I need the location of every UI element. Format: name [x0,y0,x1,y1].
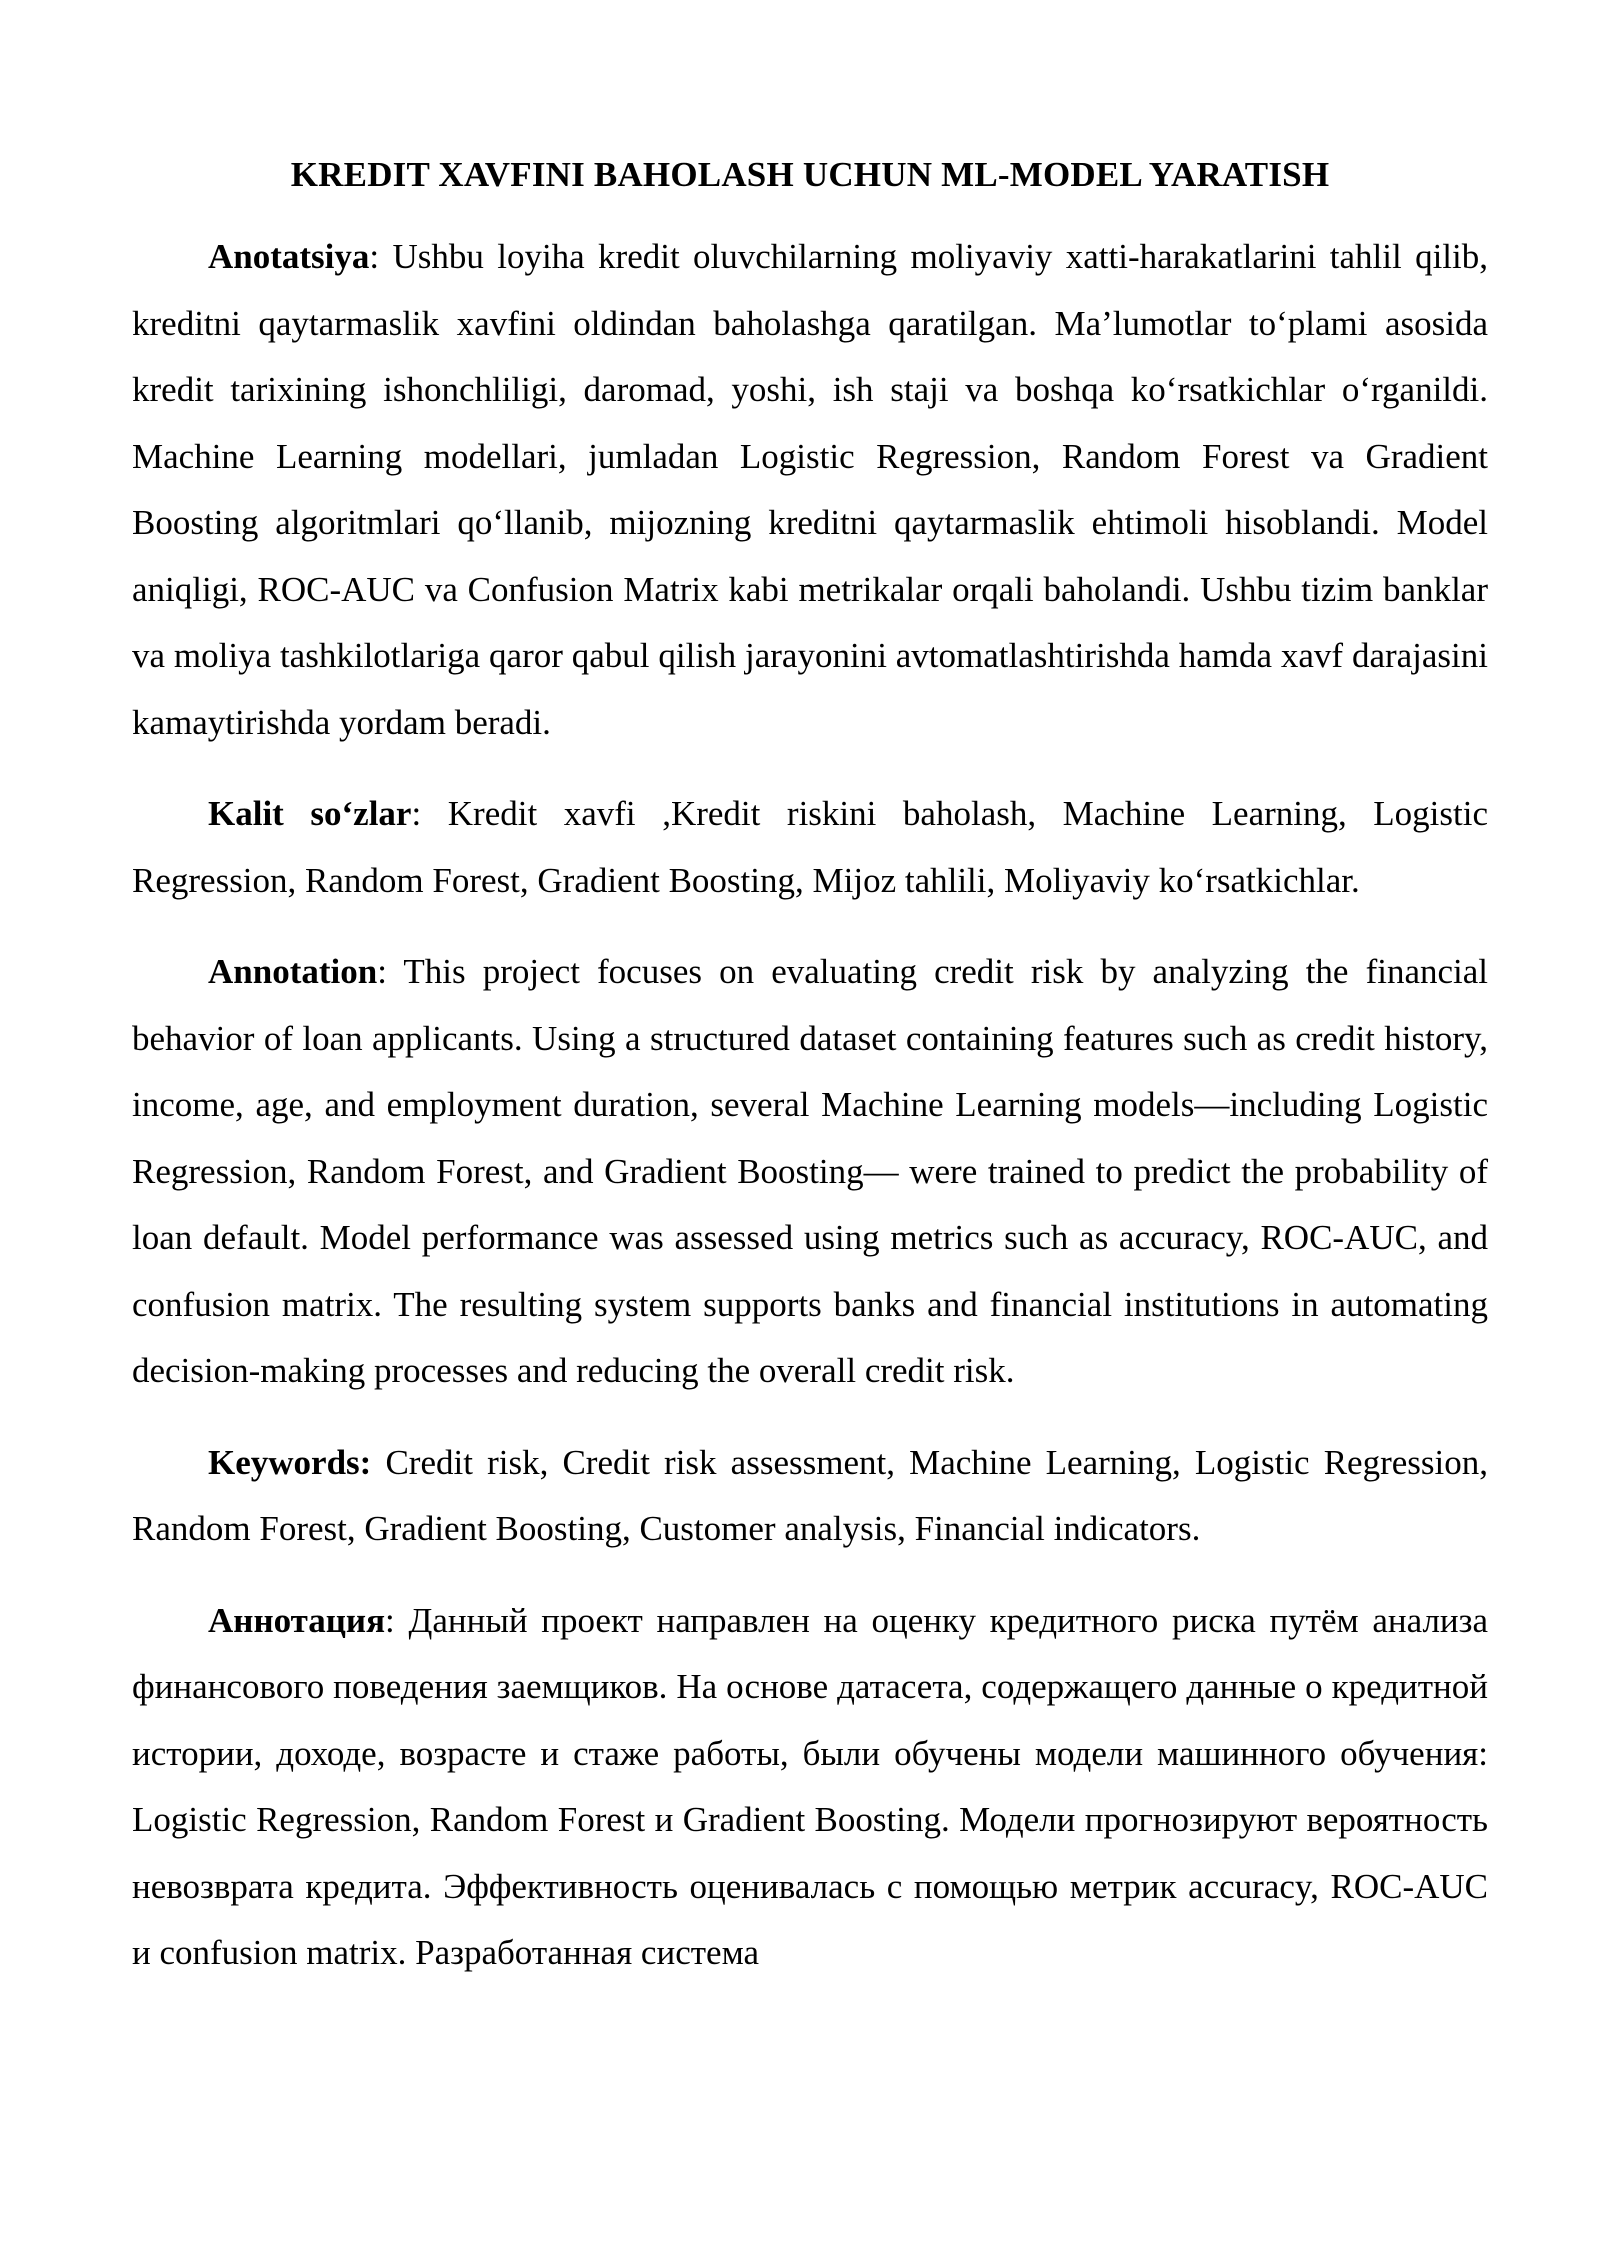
abstract-russian [132,1588,1488,1987]
keywords-uzbek-label: Kalit so‘zlar [208,794,412,833]
keywords-english-text: Credit risk, Credit risk assessment, Machine Learning, Logistic Regression, Random Forest, Gradient Boosting, Customer analysis, Financial indicators. [132,1442,1488,1548]
keywords-uzbek-separator: : [411,794,448,833]
abstract-english-separator: : [377,952,404,991]
document-page [132,150,1488,2012]
keywords-uzbek [132,781,1488,914]
keywords-uzbek-text: Kredit xavfi ,Kredit riskini baholash, Machine Learning, Logistic Regression, Random Forest, Gradient Boosting, Mijoz tahlili, Moliyaviy ko‘rsatkichlar. [132,794,1489,900]
keywords-english-separator [371,1443,385,1482]
abstract-uzbek-text: Ushbu loyiha kredit oluvchilarning moliyaviy xatti-harakatlarini tahlil qilib, kreditni qaytarmaslik xavfini oldindan baholashga qaratilgan. Ma’lumotlar to‘plami asosida kredit tarixining ishonchliligi, daromad, yoshi, ish staji va boshqa ko‘rsatkichlar o‘rganildi. Machine Learning modellari, jumladan Logistic Regression, Random Forest va Gradient Boosting algoritmlari qo‘llanib, mijozning kreditni qaytarmaslik ehtimoli hisoblandi. Model aniqligi, ROC-AUC va Confusion Matrix kabi metrikalar orqali baholandi. Ushbu tizim banklar va moliya tashkilotlariga qaror qabul qilish jarayonini avtomatlashtirishda hamda xavf darajasini kamaytirishda yordam beradi. [132,237,1488,742]
abstract-uzbek-separator: : [369,237,393,276]
abstract-russian-text: Данный проект направлен на оценку кредитного риска путём анализа финансового поведения заемщиков. На основе датасета, содержащего данные о кредитной истории, доходе, возрасте и стаже работы, были обучены модели машинного обучения: Logistic Regression, Random Forest и Gradient Boosting. Модели прогнозируют вероятность невозврата кредита. Эффективность оценивалась с помощью метрик accuracy, ROC-AUC и confusion matrix. Разработанная система [132,1600,1488,1972]
abstract-russian-label: Аннотация [208,1600,386,1640]
abstract-uzbek [132,224,1488,756]
document-title: KREDIT XAVFINI BAHOLASH UCHUN ML-MODEL YARATISH [290,155,1330,194]
abstract-english-label: Annotation [208,952,378,991]
abstract-english-text: This project focuses on evaluating credit risk by analyzing the financial behavior of loan applicants. Using a structured dataset containing features such as credit history, income, age, and employment duration, several Machine Learning models—including Logistic Regression, Random Forest, and Gradient Boosting— were trained to predict the probability of loan default. Model performance was assessed using metrics such as accuracy, ROC-AUC, and confusion matrix. The resulting system supports banks and financial institutions in automating decision-making processes and reducing the overall credit risk. [132,952,1488,1390]
abstract-english [132,939,1488,1405]
abstract-russian-separator: : [385,1600,409,1640]
keywords-english [132,1430,1488,1563]
keywords-english-label: Keywords: [208,1442,372,1482]
abstract-uzbek-label: Anotatsiya [208,237,370,276]
